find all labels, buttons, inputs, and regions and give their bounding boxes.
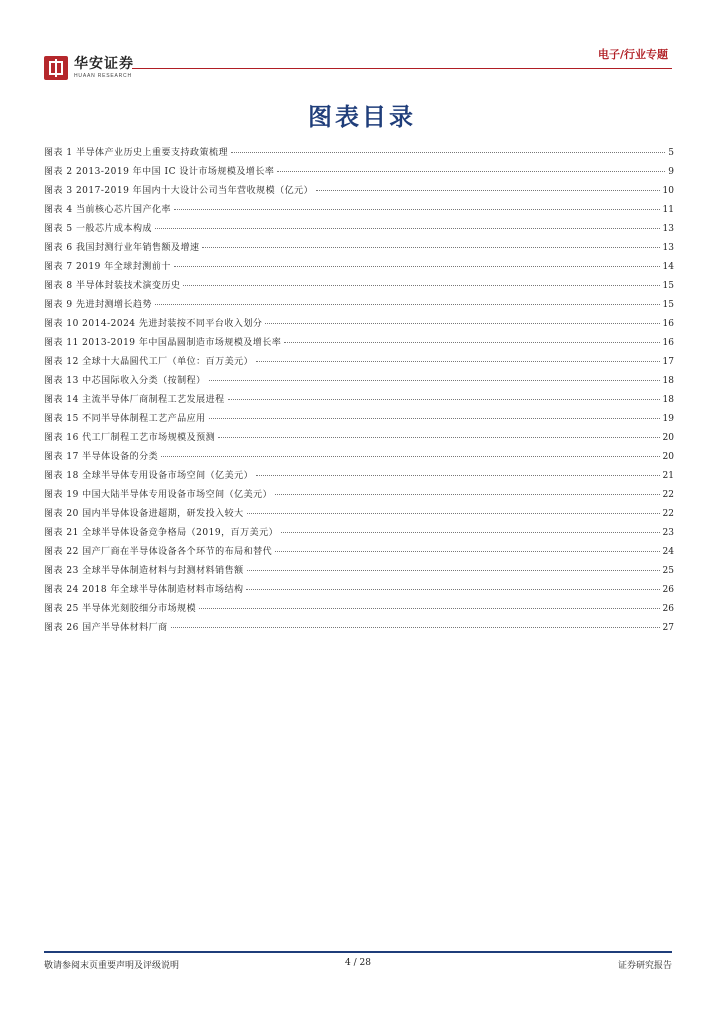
- toc-entry[interactable]: [44, 373, 674, 392]
- toc-entry-page: 18: [662, 395, 674, 405]
- toc-entry-label: 图表 25 半导体光刻胶细分市场规模: [44, 604, 197, 614]
- toc-entry[interactable]: [44, 164, 674, 183]
- toc-entry-page: 23: [662, 528, 674, 538]
- toc-entry[interactable]: [44, 601, 674, 620]
- toc-entry-label: 图表 4 当前核心芯片国产化率: [44, 205, 171, 215]
- toc-leader-dots: [209, 380, 660, 381]
- toc-entry[interactable]: [44, 430, 674, 449]
- toc-leader-dots: [256, 475, 659, 476]
- toc-entry-page: 22: [662, 490, 674, 500]
- toc-entry-label: 图表 15 不同半导体制程工艺产品应用: [44, 414, 206, 424]
- page-header: [44, 48, 672, 86]
- toc-entry-page: 19: [662, 414, 674, 424]
- disclaimer-note: 敬请参阅末页重要声明及评级说明: [44, 961, 180, 971]
- toc-entry-label: 图表 19 中国大陆半导体专用设备市场空间（亿美元）: [44, 490, 273, 500]
- toc-leader-dots: [316, 190, 659, 191]
- toc-entry-page: 20: [662, 452, 674, 462]
- toc-entry-page: 26: [662, 604, 674, 614]
- report-section-label: 电子/行业专题: [597, 48, 668, 61]
- toc-leader-dots: [256, 361, 659, 362]
- toc-entry[interactable]: [44, 221, 674, 240]
- report-type-label: 证券研究报告: [617, 961, 672, 971]
- logo-english-name: HUAAN RESEARCH: [74, 73, 132, 79]
- toc-entry-page: 5: [668, 148, 674, 158]
- toc-entry[interactable]: [44, 183, 674, 202]
- toc-entry-label: 图表 8 半导体封装技术演变历史: [44, 281, 181, 291]
- toc-entry-page: 20: [662, 433, 674, 443]
- toc-entry[interactable]: [44, 145, 674, 164]
- toc-entry-label: 图表 7 2019 年全球封测前十: [44, 262, 171, 272]
- toc-entry[interactable]: [44, 316, 674, 335]
- toc-leader-dots: [183, 285, 659, 286]
- toc-entry-label: 图表 3 2017-2019 年国内十大设计公司当年营收规模（亿元）: [44, 186, 314, 196]
- toc-entry-page: 9: [668, 167, 674, 177]
- toc-leader-dots: [265, 323, 659, 324]
- toc-entry-label: 图表 11 2013-2019 年中国晶圆制造市场规模及增长率: [44, 338, 282, 348]
- toc-leader-dots: [228, 399, 660, 400]
- toc-entry-page: 22: [662, 509, 674, 519]
- toc-entry-page: 15: [662, 300, 674, 310]
- toc-entry-page: 17: [662, 357, 674, 367]
- toc-entry-label: 图表 20 国内半导体设备进超期，研发投入较大: [44, 509, 244, 519]
- toc-entry-page: 24: [662, 547, 674, 557]
- toc-entry-page: 25: [662, 566, 674, 576]
- toc-entry-page: 16: [662, 338, 674, 348]
- toc-entry-label: 图表 10 2014-2024 先进封装按不同平台收入划分: [44, 319, 263, 329]
- toc-entry[interactable]: [44, 506, 674, 525]
- page-footer: [44, 958, 672, 972]
- toc-entry[interactable]: [44, 563, 674, 582]
- toc-entry[interactable]: [44, 525, 674, 544]
- toc-entry-page: 18: [662, 376, 674, 386]
- toc-entry-label: 图表 2 2013-2019 年中国 IC 设计市场规模及增长率: [44, 167, 275, 177]
- page-number: 4 / 28: [345, 958, 371, 968]
- logo-chinese-name: 华安证券: [74, 56, 134, 72]
- table-of-figures: [44, 145, 674, 639]
- toc-entry-label: 图表 18 全球半导体专用设备市场空间（亿美元）: [44, 471, 254, 481]
- toc-entry-label: 图表 12 全球十大晶圆代工厂（单位：百万美元）: [44, 357, 254, 367]
- toc-entry[interactable]: [44, 468, 674, 487]
- toc-entry-label: 图表 24 2018 年全球半导体制造材料市场结构: [44, 585, 244, 595]
- toc-entry[interactable]: [44, 582, 674, 601]
- toc-entry-label: 图表 6 我国封测行业年销售额及增速: [44, 243, 200, 253]
- toc-leader-dots: [174, 266, 660, 267]
- toc-leader-dots: [161, 456, 659, 457]
- toc-leader-dots: [284, 342, 659, 343]
- toc-leader-dots: [155, 304, 660, 305]
- toc-entry-label: 图表 22 国产厂商在半导体设备各个环节的布局和替代: [44, 547, 273, 557]
- toc-leader-dots: [277, 171, 665, 172]
- toc-entry-label: 图表 9 先进封测增长趋势: [44, 300, 152, 310]
- toc-entry-label: 图表 23 全球半导体制造材料与封测材料销售额: [44, 566, 244, 576]
- toc-entry[interactable]: [44, 449, 674, 468]
- toc-leader-dots: [247, 570, 660, 571]
- toc-entry-page: 14: [662, 262, 674, 272]
- toc-entry-page: 16: [662, 319, 674, 329]
- toc-entry[interactable]: [44, 297, 674, 316]
- toc-entry-label: 图表 14 主流半导体厂商制程工艺发展进程: [44, 395, 225, 405]
- toc-entry-label: 图表 26 国产半导体材料厂商: [44, 623, 168, 633]
- toc-entry[interactable]: [44, 202, 674, 221]
- toc-leader-dots: [247, 513, 660, 514]
- header-divider: [132, 68, 672, 69]
- toc-entry-page: 26: [662, 585, 674, 595]
- toc-entry-page: 11: [662, 205, 674, 215]
- toc-entry[interactable]: [44, 240, 674, 259]
- toc-entry-page: 27: [662, 623, 674, 633]
- toc-entry[interactable]: [44, 620, 674, 639]
- toc-entry-label: 图表 5 一般芯片成本构成: [44, 224, 152, 234]
- toc-entry-page: 13: [662, 243, 674, 253]
- footer-divider: [44, 951, 672, 953]
- toc-entry-label: 图表 1 半导体产业历史上重要支持政策梳理: [44, 148, 228, 158]
- toc-leader-dots: [202, 247, 659, 248]
- toc-entry[interactable]: [44, 544, 674, 563]
- toc-entry[interactable]: [44, 278, 674, 297]
- toc-entry-label: 图表 13 中芯国际收入分类（按制程）: [44, 376, 206, 386]
- toc-entry[interactable]: [44, 392, 674, 411]
- toc-leader-dots: [171, 627, 660, 628]
- toc-entry-label: 图表 17 半导体设备的分类: [44, 452, 159, 462]
- toc-entry[interactable]: [44, 354, 674, 373]
- page-title: 图表目录: [308, 103, 416, 131]
- toc-leader-dots: [281, 532, 659, 533]
- toc-entry[interactable]: [44, 411, 674, 430]
- toc-leader-dots: [174, 209, 660, 210]
- toc-leader-dots: [275, 551, 659, 552]
- company-logo: [44, 56, 134, 80]
- toc-leader-dots: [218, 437, 659, 438]
- toc-entry-page: 21: [662, 471, 674, 481]
- toc-entry-page: 15: [662, 281, 674, 291]
- toc-leader-dots: [155, 228, 660, 229]
- toc-entry[interactable]: [44, 487, 674, 506]
- toc-entry-label: 图表 16 代工厂制程工艺市场规模及预测: [44, 433, 216, 443]
- toc-leader-dots: [231, 152, 665, 153]
- toc-leader-dots: [209, 418, 660, 419]
- toc-entry-label: 图表 21 全球半导体设备竞争格局（2019，百万美元）: [44, 528, 279, 538]
- toc-entry[interactable]: [44, 259, 674, 278]
- toc-leader-dots: [246, 589, 659, 590]
- toc-entry[interactable]: [44, 335, 674, 354]
- toc-leader-dots: [199, 608, 659, 609]
- logo-text: [74, 56, 134, 80]
- toc-entry-page: 10: [662, 186, 674, 196]
- logo-emblem-icon: [44, 56, 68, 80]
- toc-leader-dots: [275, 494, 659, 495]
- toc-entry-page: 13: [662, 224, 674, 234]
